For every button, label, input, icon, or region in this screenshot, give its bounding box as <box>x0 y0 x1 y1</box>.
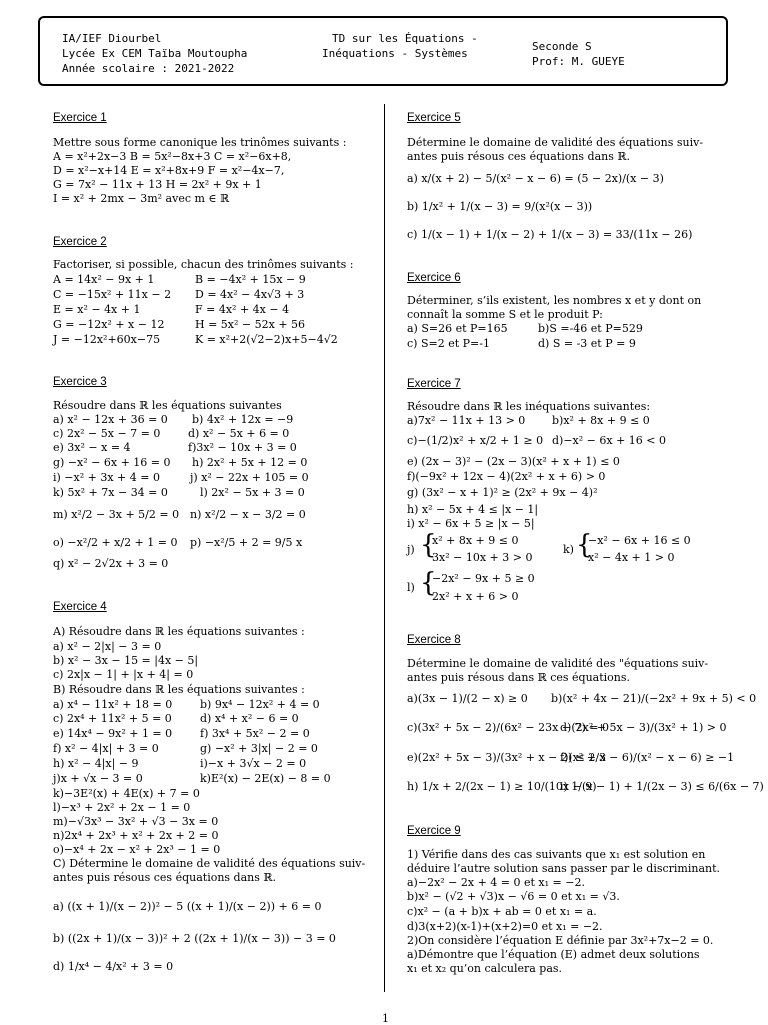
exercise-4-part-c: antes puis résous ces équations dans ℝ. <box>53 871 277 884</box>
exercise-8-title: Exercice 8 <box>407 634 461 646</box>
exercise-3-item: o) −x²/2 + x/2 + 1 = 0 <box>53 536 178 549</box>
system-k-label: k) <box>563 543 574 556</box>
system-j-row: x² + 8x + 9 ≤ 0 <box>432 534 519 547</box>
exercise-3-item: b) 4x² + 12x = −9 <box>192 413 294 426</box>
exercise-7-item: h) x² − 5x + 4 ≤ |x − 1| <box>407 503 539 516</box>
header-class: Seconde S <box>532 40 592 53</box>
exercise-7-item: g) (3x² − x + 1)² ≥ (2x² + 9x − 4)² <box>407 486 598 499</box>
exercise-3-item: j) x² − 22x + 105 = 0 <box>190 471 309 484</box>
exercise-4-item: f) 3x⁴ + 5x² − 2 = 0 <box>200 727 310 740</box>
exercise-4-item: i)−x + 3√x − 2 = 0 <box>200 757 307 770</box>
exercise-9-line: 2)On considère l’équation E définie par 3x²+7x−2 = 0. <box>407 934 714 947</box>
exercise-7-item: b)x² + 8x + 9 ≤ 0 <box>552 414 650 427</box>
exercise-5-title: Exercice 5 <box>407 112 461 124</box>
exercise-3-item: d) x² − 5x + 6 = 0 <box>188 427 290 440</box>
exercise-3-item: e) 3x² − x = 4 <box>53 441 131 454</box>
exercise-1-line: A = x²+2x−3 B = 5x²−8x+3 C = x²−6x+8, <box>53 150 292 163</box>
exercise-6-item: a) S=26 et P=165 <box>407 322 508 335</box>
exercise-4-item: a) ((x + 1)/(x − 2))² − 5 ((x + 1)/(x − 2)) + 6 = 0 <box>53 900 322 913</box>
exercise-3-item: k) 5x² + 7x − 34 = 0 <box>53 486 168 499</box>
exercise-1-line: I = x² + 2mx − 3m² avec m ∈ ℝ <box>53 192 230 205</box>
exercise-5-intro: Détermine le domaine de validité des équations suiv- <box>407 136 704 149</box>
exercise-7-item: i) x² − 6x + 5 ≥ |x − 5| <box>407 517 535 530</box>
exercise-6-title: Exercice 6 <box>407 272 461 284</box>
column-divider <box>384 104 385 992</box>
exercise-8-intro: Détermine le domaine de validité des "équations suiv- <box>407 657 709 670</box>
exercise-4-item: k)E²(x) − 2E(x) − 8 = 0 <box>200 772 331 785</box>
exercise-8-item: e)(2x² + 5x − 3)/(3x² + x − 2) ≤ 2/3 <box>407 751 607 764</box>
exercise-9-line: déduire l’autre solution sans passer par le discriminant. <box>407 862 721 875</box>
exercise-5-item: a) x/(x + 2) − 5/(x² − x − 6) = (5 − 2x)/(x − 3) <box>407 172 664 185</box>
exercise-7-item: f)(−9x² + 12x − 4)(2x² + x + 6) > 0 <box>407 470 606 483</box>
system-k-row: −x² − 6x + 16 ≤ 0 <box>588 534 691 547</box>
exercise-8-item: b)(x² + 4x − 21)/(−2x² + 9x + 5) < 0 <box>551 692 757 705</box>
exercise-8-item: a)(3x − 1)/(2 − x) ≥ 0 <box>407 692 528 705</box>
exercise-2-item: H = 5x² − 52x + 56 <box>195 318 306 331</box>
header-ia: IA/IEF Diourbel <box>62 32 162 45</box>
exercise-4-item: j)x + √x − 3 = 0 <box>53 772 143 785</box>
exercise-3-item: a) x² − 12x + 36 = 0 <box>53 413 168 426</box>
header-title-1: TD sur les Équations - <box>332 32 478 45</box>
exercise-2-intro: Factoriser, si possible, chacun des trinômes suivants : <box>53 258 354 271</box>
exercise-8-item: c)(3x² + 5x − 2)/(6x² − 23x − 7) = 0 <box>407 721 609 734</box>
header-year: Année scolaire : 2021-2022 <box>62 62 235 75</box>
exercise-8-item: h) 1/x + 2/(2x − 1) ≥ 10/(10x − 9) <box>407 780 597 793</box>
exercise-4-item: c) 2x⁴ + 11x² + 5 = 0 <box>53 712 172 725</box>
exercise-9-line: b)x² − (√2 + √3)x − √6 = 0 et x₁ = √3. <box>407 890 620 903</box>
exercise-9-line: a)−2x² − 2x + 4 = 0 et x₁ = −2. <box>407 876 585 889</box>
exercise-3-item: n) x²/2 − x − 3/2 = 0 <box>190 508 306 521</box>
exercise-2-item: G = −12x² + x − 12 <box>53 318 165 331</box>
exercise-4-item: o)−x⁴ + 2x − x² + 2x³ − 1 = 0 <box>53 843 221 856</box>
exercise-9-line: 1) Vérifie dans des cas suivants que x₁ est solution en <box>407 848 706 861</box>
exercise-3-item: q) x² − 2√2x + 3 = 0 <box>53 557 169 570</box>
exercise-4-item: e) 14x⁴ − 9x² + 1 = 0 <box>53 727 173 740</box>
exercise-3-item: m) x²/2 − 3x + 5/2 = 0 <box>53 508 180 521</box>
exercise-7-title: Exercice 7 <box>407 378 461 390</box>
exercise-4-item: k)−3E²(x) + 4E(x) + 7 = 0 <box>53 787 200 800</box>
exercise-4-item: a) x⁴ − 11x² + 18 = 0 <box>53 698 173 711</box>
exercise-8-item: d)(2x² + 5x − 3)/(3x² + 1) > 0 <box>560 721 727 734</box>
exercise-7-item: a)7x² − 11x + 13 > 0 <box>407 414 526 427</box>
exercise-6-item: d) S = -3 et P = 9 <box>538 337 636 350</box>
exercise-2-item: A = 14x² − 9x + 1 <box>53 273 155 286</box>
header-box <box>38 16 728 86</box>
page-number: 1 <box>382 1012 389 1025</box>
exercise-1-line: G = 7x² − 11x + 13 H = 2x² + 9x + 1 <box>53 178 262 191</box>
exercise-4-item: g) −x² + 3|x| − 2 = 0 <box>200 742 318 755</box>
exercise-9-line: d)3(x+2)(x-1)+(x+2)=0 et x₁ = −2. <box>407 920 603 933</box>
system-l-row: −2x² − 9x + 5 ≥ 0 <box>432 572 535 585</box>
exercise-5-item: b) 1/x² + 1/(x − 3) = 9/(x²(x − 3)) <box>407 200 593 213</box>
exercise-4-item: h) x² − 4|x| − 9 <box>53 757 139 770</box>
exercise-3-item: c) 2x² − 5x − 7 = 0 <box>53 427 161 440</box>
system-j-label: j) <box>407 543 415 556</box>
exercise-4-part-b: B) Résoudre dans ℝ les équations suivantes : <box>53 683 305 696</box>
exercise-6-item: b)S =-46 et P=529 <box>538 322 643 335</box>
exercise-1-line: D = x²−x+14 E = x²+8x+9 F = x²−4x−7, <box>53 164 285 177</box>
exercise-2-item: C = −15x² + 11x − 2 <box>53 288 172 301</box>
header-lycee: Lycée Ex CEM Taïba Moutoupha <box>62 47 248 60</box>
system-k-brace: { <box>576 530 593 560</box>
exercise-3-intro: Résoudre dans ℝ les équations suivantes <box>53 399 282 412</box>
exercise-4-item: a) x² − 2|x| − 3 = 0 <box>53 640 162 653</box>
system-k-row: x² − 4x + 1 > 0 <box>588 551 675 564</box>
exercise-9-line: x₁ et x₂ qu’on calculera pas. <box>407 962 563 975</box>
exercise-4-item: l)−x³ + 2x² + 2x − 1 = 0 <box>53 801 191 814</box>
exercise-5-item: c) 1/(x − 1) + 1/(x − 2) + 1/(x − 3) = 33/(11x − 26) <box>407 228 693 241</box>
exercise-3-item: h) 2x² + 5x + 12 = 0 <box>192 456 308 469</box>
exercise-1-intro: Mettre sous forme canonique les trinômes suivants : <box>53 136 347 149</box>
exercise-8-item: f)(x² + x − 6)/(x² − x − 6) ≥ −1 <box>560 751 735 764</box>
exercise-2-item: B = −4x² + 15x − 9 <box>195 273 306 286</box>
exercise-4-part-a: A) Résoudre dans ℝ les équations suivantes : <box>53 625 305 638</box>
exercise-4-item: d) 1/x⁴ − 4/x² + 3 = 0 <box>53 960 174 973</box>
exercise-2-item: D = 4x² − 4x√3 + 3 <box>195 288 305 301</box>
exercise-2-title: Exercice 2 <box>53 236 107 248</box>
system-j-brace: { <box>420 530 437 560</box>
exercise-4-item: m)−√3x³ − 3x² + √3 − 3x = 0 <box>53 815 219 828</box>
exercise-2-item: K = x²+2(√2−2)x+5−4√2 <box>195 333 338 346</box>
header-title-2: Inéquations - Systèmes <box>322 47 468 60</box>
exercise-3-item: f)3x² − 10x + 3 = 0 <box>188 441 297 454</box>
exercise-4-part-c: C) Détermine le domaine de validité des équations suiv- <box>53 857 366 870</box>
exercise-4-item: b) 9x⁴ − 12x² + 4 = 0 <box>200 698 320 711</box>
exercise-8-item: i) 1/(x − 1) + 1/(2x − 3) ≤ 6/(6x − 7) <box>560 780 764 793</box>
exercise-2-item: E = x² − 4x + 1 <box>53 303 141 316</box>
exercise-1-title: Exercice 1 <box>53 112 107 124</box>
exercise-9-title: Exercice 9 <box>407 825 461 837</box>
exercise-4-item: d) x⁴ + x² − 6 = 0 <box>200 712 299 725</box>
exercise-7-item: d)−x² − 6x + 16 < 0 <box>552 434 666 447</box>
exercise-6-intro: connaît la somme S et le produit P: <box>407 308 603 321</box>
exercise-4-item: c) 2x|x − 1| + |x + 4| = 0 <box>53 668 194 681</box>
exercise-3-title: Exercice 3 <box>53 376 107 388</box>
exercise-8-intro: antes puis résous dans ℝ ces équations. <box>407 671 631 684</box>
system-l-row: 2x² + x + 6 > 0 <box>432 590 519 603</box>
exercise-9-line: c)x² − (a + b)x + ab = 0 et x₁ = a. <box>407 905 597 918</box>
exercise-5-intro: antes puis résous ces équations dans ℝ. <box>407 150 631 163</box>
system-l-brace: { <box>420 568 437 598</box>
exercise-7-item: e) (2x − 3)² − (2x − 3)(x² + x + 1) ≤ 0 <box>407 455 620 468</box>
exercise-3-item: l) 2x² − 5x + 3 = 0 <box>200 486 305 499</box>
exercise-4-item: f) x² − 4|x| + 3 = 0 <box>53 742 159 755</box>
exercise-7-intro: Résoudre dans ℝ les inéquations suivantes: <box>407 400 651 413</box>
system-j-row: 3x² − 10x + 3 > 0 <box>432 551 533 564</box>
exercise-3-item: p) −x²/5 + 2 = 9/5 x <box>190 536 303 549</box>
exercise-7-item: c)−(1/2)x² + x/2 + 1 ≥ 0 <box>407 434 544 447</box>
exercise-4-item: b) x² − 3x − 15 = |4x − 5| <box>53 654 199 667</box>
exercise-4-title: Exercice 4 <box>53 601 107 613</box>
exercise-6-intro: Déterminer, s’ils existent, les nombres x et y dont on <box>407 294 702 307</box>
exercise-3-item: g) −x² − 6x + 16 = 0 <box>53 456 171 469</box>
exercise-2-item: J = −12x²+60x−75 <box>53 333 161 346</box>
exercise-9-line: a)Démontre que l’équation (E) admet deux solutions <box>407 948 700 961</box>
exercise-2-item: F = 4x² + 4x − 4 <box>195 303 290 316</box>
exercise-3-item: i) −x² + 3x + 4 = 0 <box>53 471 160 484</box>
exercise-4-item: n)2x⁴ + 2x³ + x² + 2x + 2 = 0 <box>53 829 219 842</box>
exercise-6-item: c) S=2 et P=-1 <box>407 337 490 350</box>
system-l-label: l) <box>407 581 415 594</box>
header-prof: Prof: M. GUEYE <box>532 55 625 68</box>
exercise-4-item: b) ((2x + 1)/(x − 3))² + 2 ((2x + 1)/(x − 3)) − 3 = 0 <box>53 932 336 945</box>
